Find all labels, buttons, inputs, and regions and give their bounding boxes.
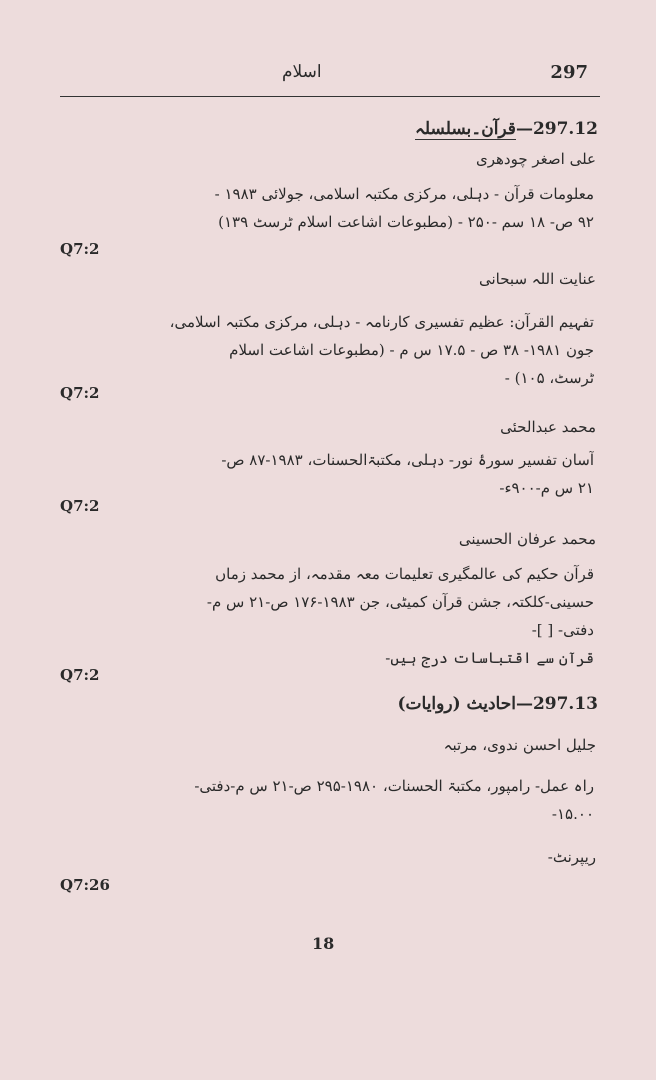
entry-line: دفتی- [ ]- [531,621,594,639]
classification-code: Q7:2 [60,384,100,402]
classification-code: Q7:26 [60,876,110,894]
entry-line: ٹرسٹ، ۱۰۵) - [504,369,594,387]
entry-line: راہ عمل- رامپور، مکتبۃ الحسنات، ۱۹۸۰-۲۹۵ ص-۲۱ س م-دفتی- [194,777,594,795]
section-number: 297.12 [532,119,598,139]
section-heading-297-13: 297.13—احادیث (روایات) [397,694,598,714]
entry-author: جلیل احسن ندوی، مرتبہ [443,736,596,754]
section-heading-297-12: 297.12—قرآن۔بسلسلہ [414,119,598,139]
entry-body [74,180,594,236]
section-number: 297.13 [532,694,598,714]
section-title: احادیث (روایات) [397,694,516,714]
entry-line: معلومات قرآن - دہلی، مرکزی مکتبہ اسلامی، جولائی ۱۹۸۳ - [214,185,594,203]
page-number: 297 [550,62,588,83]
entry-body [74,308,594,392]
entry-line: حسینی-کلکتہ، جشن قرآن کمیٹی، جن ۱۹۸۳-۱۷۶ ص-۲۱ س م- [206,593,594,611]
entry-body [74,446,594,502]
classification-code: Q7:2 [60,497,100,515]
entry-note: ریپرنٹ- [547,848,596,866]
footer-number: 18 [312,934,335,953]
entry-author: عنایت اللہ سبحانی [478,270,596,288]
page-header [62,62,600,90]
entry-line: ۲۱ س م-۹۰۰ء- [499,479,594,497]
entry-author: علی اصغر چودھری [476,150,596,168]
section-title: قرآن۔بسلسلہ [414,119,516,139]
entry-line: تفہیم القرآن: عظیم تفسیری کارنامہ - دہلی، مرکزی مکتبہ اسلامی، [169,313,594,331]
classification-code: Q7:2 [60,666,100,684]
entry-body [74,772,594,828]
entry-line: قرآن حکیم کی عالمگیری تعلیمات معہ مقدمہ، از محمد زماں [215,565,594,583]
entry-author: محمد عرفان الحسینی [458,530,596,548]
header-rule [60,96,600,97]
entry-line: قرآن سے اقتباسات درج ہیں- [385,649,594,667]
entry-line: ۹۲ ص- ۱۸ سم -۲۵۰ - (مطبوعات اشاعت اسلام ٹرسٹ ۱۳۹) [218,213,594,231]
classification-code: Q7:2 [60,240,100,258]
entry-line: آسان تفسیر سورۂ نور- دہلی، مکتبۃالحسنات، ۱۹۸۳-۸۷ ص- [221,451,594,469]
entry-author: محمد عبدالحئی [500,418,596,436]
entry-line: جون ۱۹۸۱- ۳۸ ص - ۱۷.۵ س م - (مطبوعات اشاعت اسلام [229,341,594,359]
entry-line: ۱۵.۰۰- [551,805,594,823]
running-title: اسلام [282,62,322,82]
entry-body [74,560,594,672]
